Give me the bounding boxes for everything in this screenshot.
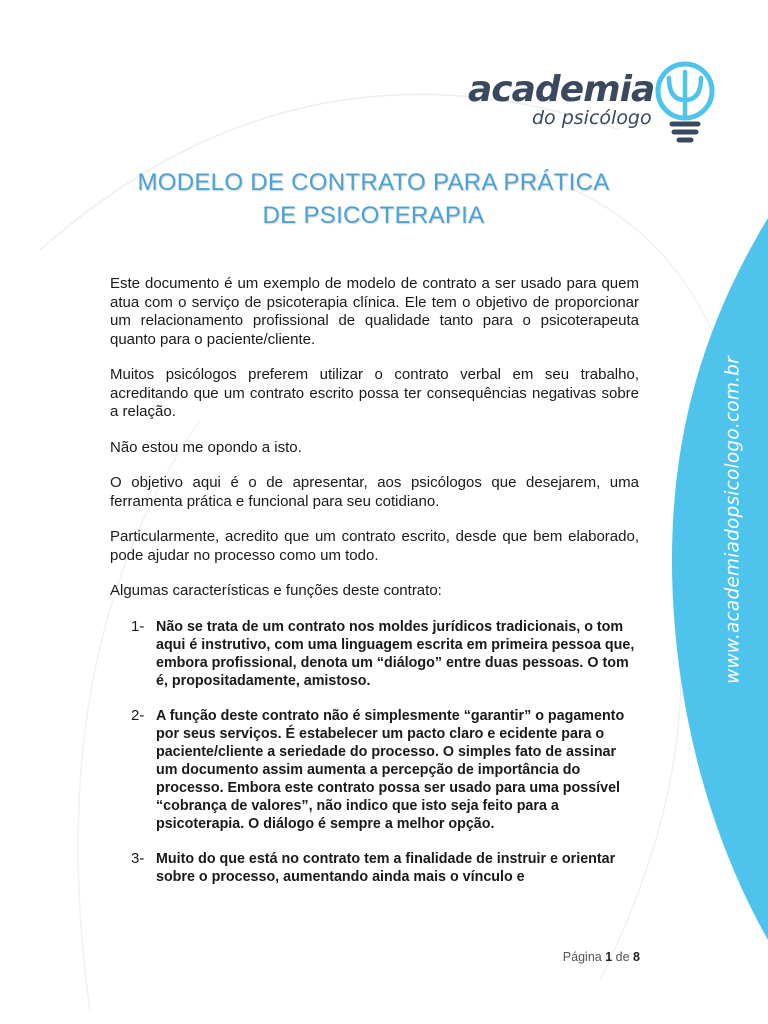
verbal-contract-paragraph: Muitos psicólogos preferem utilizar o contrato verbal em seu trabalho, acreditando que um contrato escrito possa ter consequências negativas sobre a relação. [110,366,639,420]
lightbulb-psi-icon [650,58,720,146]
list-item-text: Muito do que está no contrato tem a finalidade de instruir e orientar sobre o processo, aumentando ainda mais o vínculo e [156,850,616,885]
list-item-number: 3- [131,849,145,867]
characteristics-intro: Algumas características e funções deste contrato: [110,582,442,599]
not-opposing-paragraph: Não estou me opondo a isto. [110,438,302,456]
opinion-paragraph: Particularmente, acredito que um contrato escrito, desde que bem elaborado, pode ajudar no processo como um todo. [110,528,639,564]
list-item [110,707,639,833]
current-page-number: 1 [605,950,613,964]
list-item-text: A função deste contrato não é simplesmente “garantir” o pagamento por seus serviços. É estabelecer um pacto claro e ecidente para o paciente/cliente a seriedade do processo. O simples fato de assinar um documento assim aumenta a percepção de importância do processo. Embora este contrato possa ser usado para uma possível “cobrança de valores”, não indico que isto seja feito para a psicoterapia. O diálogo é sempre a melhor opção. [156,707,625,832]
page-label: Página [562,950,602,964]
logo-sub-text: do psicólogo [532,107,652,129]
side-website-url-text: www.academiadopsicologo.com.br [722,356,744,684]
objective-paragraph: O objetivo aqui é o de apresentar, aos psicólogos que desejarem, uma ferramenta prática e funcional para seu cotidiano. [110,474,639,510]
total-pages-number: 8 [633,950,640,964]
list-item-text: Não se trata de um contrato nos moldes jurídicos tradicionais, o tom aqui é instrutivo, com uma linguagem escrita em primeira pessoa que, embora profissional, denota um “diálogo” entre duas pessoas. O tom é, propositadamente, amistoso. [156,618,635,689]
list-item-number: 2- [131,706,145,724]
page-of-label: de [615,950,630,964]
title-line-2: DE PSICOTERAPIA [262,202,485,229]
page-number-footer [540,950,640,964]
title-line-1: MODELO DE CONTRATO PARA PRÁTICA [137,169,610,196]
list-item [110,618,639,690]
logo-brand-text: academia [468,69,655,110]
list-item [110,850,639,886]
list-item-number: 1- [131,617,145,635]
academia-logo [468,58,728,148]
intro-paragraph: Este documento é um exemplo de modelo de contrato a ser usado para quem atua com o serviço de psicoterapia clínica. Ele tem o objetivo de proporcionar um relacionamento profissional de qualidade tanto para o psicoterapeuta quanto para o paciente/cliente. [110,275,639,348]
document-body [110,275,639,903]
document-title [0,166,747,232]
